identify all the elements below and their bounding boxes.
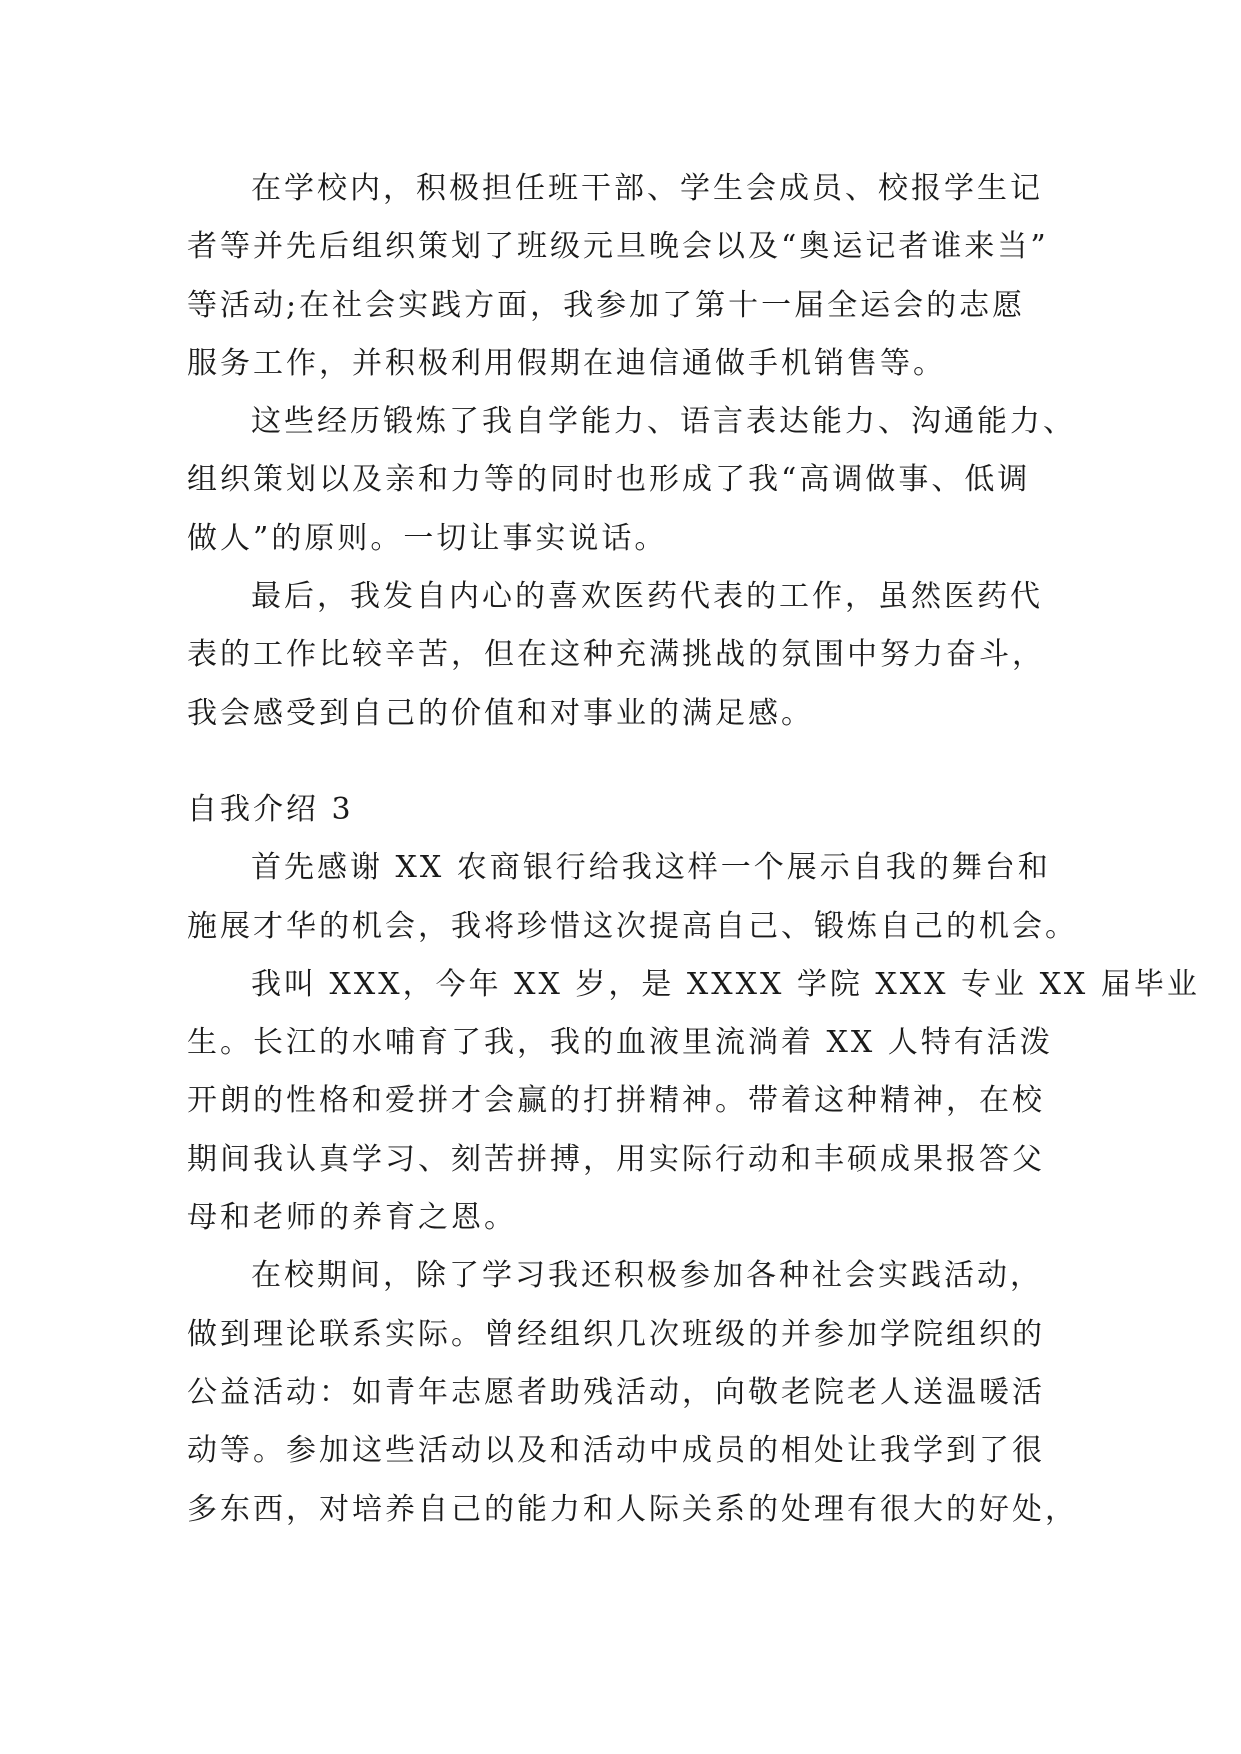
text-line: 施展才华的机会，我将珍惜这次提高自己、锻炼自己的机会。 <box>187 908 1078 944</box>
text-line: 母和老师的养育之恩。 <box>187 1200 517 1236</box>
paragraph-thanks <box>187 839 1078 956</box>
text-line: 公益活动：如青年志愿者助残活动，向敬老院老人送温暖活 <box>187 1374 1045 1410</box>
text-line: 等活动;在社会实践方面，我参加了第十一届全运会的志愿 <box>187 287 1026 323</box>
text-line: 做到理论联系实际。曾经组织几次班级的并参加学院组织的 <box>187 1316 1045 1352</box>
text-line: 做人”的原则。一切让事实说话。 <box>187 520 668 556</box>
text-line: 我会感受到自己的价值和对事业的满足感。 <box>187 695 814 731</box>
text-line: 服务工作，并积极利用假期在迪信通做手机销售等。 <box>187 345 946 381</box>
text-line: 在校期间，除了学习我还积极参加各种社会实践活动， <box>251 1258 1043 1294</box>
text-line: 生。长江的水哺育了我，我的血液里流淌着 XX 人特有活泼 <box>187 1025 1053 1061</box>
paragraph-self-intro <box>187 956 1200 1247</box>
section-spacer <box>187 743 1067 781</box>
section-heading: 自我介绍 3 <box>187 791 354 827</box>
text-line: 我叫 XXX，今年 XX 岁，是 XXXX 学院 XXX 专业 XX 届毕业 <box>251 966 1200 1002</box>
document-body <box>187 160 1200 1539</box>
paragraph-practice <box>187 1247 1078 1538</box>
text-line: 多东西，对培养自己的能力和人际关系的处理有很大的好处， <box>187 1491 1078 1527</box>
text-line: 动等。参加这些活动以及和活动中成员的相处让我学到了很 <box>187 1433 1045 1469</box>
text-line: 表的工作比较辛苦，但在这种充满挑战的氛围中努力奋斗， <box>187 637 1045 673</box>
text-line: 这些经历锻炼了我自学能力、语言表达能力、沟通能力、 <box>251 404 1076 440</box>
text-line: 期间我认真学习、刻苦拼搏，用实际行动和丰硕成果报答父 <box>187 1141 1045 1177</box>
paragraph-experience <box>187 393 1076 568</box>
paragraph-school-activities <box>187 160 1067 393</box>
text-line: 最后，我发自内心的喜欢医药代表的工作，虽然医药代 <box>251 579 1043 615</box>
text-line: 者等并先后组织策划了班级元旦晚会以及“奥运记者谁来当” <box>187 229 1049 265</box>
text-line: 组织策划以及亲和力等的同时也形成了我“高调做事、低调 <box>187 462 1031 498</box>
text-line: 在学校内，积极担任班干部、学生会成员、校报学生记 <box>251 171 1043 206</box>
text-line: 开朗的性格和爱拼才会赢的打拼精神。带着这种精神，在校 <box>187 1083 1045 1119</box>
paragraph-closing <box>187 568 1067 743</box>
text-line: 首先感谢 XX 农商银行给我这样一个展示自我的舞台和 <box>251 850 1051 886</box>
